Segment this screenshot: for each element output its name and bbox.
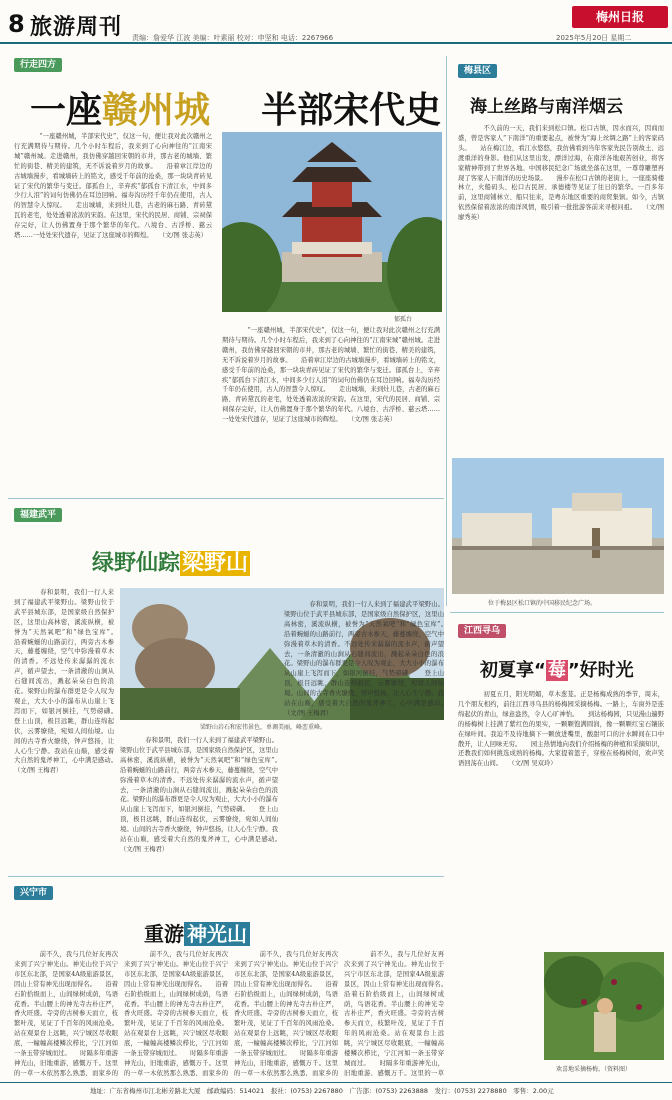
column-tag: 福建武平 — [14, 508, 62, 522]
headline-part: ”好时光 — [567, 660, 634, 681]
article-text: 前不久，我与几位好友再次来到了兴宁神光山。神光山位于兴宁市区东北部，是国家4A级旅游景区，因山上常有神光出现而得名。 沿着石阶拾级而上，山间绿树成荫，鸟语花香。半山腰上的神光寺古朴庄严，香火旺盛。寺旁的古树参天而立，枝繁叶茂，见证了千百年的风雨沧桑。站在观景台上远眺，兴宁城区尽收眼底，一幢幢高楼鳞次栉比，宁江河如一条玉带穿城而过。 时隔多年重游神光山，旧地重游，感慨万千。这里的一草一木依然那么熟悉，而家乡的 — [234, 951, 338, 1076]
headline-highlight: 莓 — [547, 660, 566, 681]
section-divider — [8, 498, 444, 499]
memorial-square-photo — [452, 458, 664, 594]
headline-part: 一座 — [30, 89, 103, 131]
section-title: 旅游周刊 — [30, 15, 123, 40]
article-text: 不久前的一天，我们来到松口镇。松口古镇，因水而兴，因商而盛，曾是客家人“下南洋”的重要起点，被誉为“海上丝绸之路”上的客家码头。 站在梅江边，看江水悠悠，我仿佛看到当年客家先民告别故土、远渡重洋的身影。他们从这里出发，漂洋过海，在南洋各地艰苦创业，将客家精神带到了世界各地。中国移民纪念广场就坐落在这里，一尊尊雕塑再现了客家人下南洋的历史场景。 漫步在松口古镇的老街上，一座座骑楼林立，火船码头、松口古民居、承德楼等见证了往日的繁华。一百多年前，这里商铺林立、船只往来，是粤东地区重要的商贸集镇。如今，古镇依然保留着浓浓的南洋风情，吸引着一批批游客前来寻根问祖。 （文/图 廖秀英） — [458, 125, 664, 222]
headline — [92, 546, 250, 577]
article-body — [458, 124, 664, 424]
article-body — [14, 950, 118, 1076]
article-body — [14, 588, 114, 872]
article-body — [458, 690, 664, 952]
issue-date: 2025年5月20日 星期二 — [556, 34, 632, 42]
story-photo — [452, 458, 664, 594]
section-divider — [8, 876, 444, 877]
masthead — [0, 0, 672, 44]
article-text: 前不久，我与几位好友再次来到了兴宁神光山。神光山位于兴宁市区东北部，是国家4A级旅游景区，因山上常有神光出现而得名。 沿着石阶拾级而上，山间绿树成荫，鸟语花香。半山腰上的神光寺古朴庄严，香火旺盛。寺旁的古树参天而立，枝繁叶茂，见证了千百年的风雨沧桑。站在观景台上远眺，兴宁城区尽收眼底，一幢幢高楼鳞次栉比，宁江河如一条玉带穿城而过。 时隔多年重游神光山，旧地重游，感慨万千。这里的一草一木依然那么熟悉，而家乡的 — [14, 951, 118, 1076]
headline: 海上丝路与南洋烟云 — [470, 97, 623, 117]
headline — [144, 918, 250, 947]
article-body-continued — [284, 600, 444, 872]
column-divider — [446, 56, 447, 606]
masthead-meta: 责编：詹爱华 江波 美编：叶素丽 校对：申坚和 电话：2267966 — [132, 34, 334, 42]
article-body-continued — [124, 950, 228, 1076]
article-text: “一座赣州城，半部宋代史”，仅这一句，便让我对此次赣州之行充满期待与期待。几个小时车程后，我来到了心向神往的“江南宋城”赣州城。走进赣州，我仿佛穿越回宋朝的市井，那古老的城墙、繁忙的街巷、精美的建筑，无不诉说着岁月的故事。 沿着章江岸边的古城墙漫步，看城墙砖上的铭文，感受千年前的沧桑，那一块块青砖见证了宋代的繁华与变迁。郁孤台上，辛弃疾“郁孤台下清江水，中间多少行人泪”的词句仿佛仍在耳边回响。福寿沟历经千年仍在使用，古人的智慧令人惊叹。 走出城墙，来到灶儿巷，古老的麻石路、青砖黛瓦的老宅，处处透着浓浓的宋韵。在这里，宋代的民居、商铺、宗祠保存完好，让人仿佛置身于那个繁华的年代。八境台、古浮桥、慈云塔……一处处宋代遗存，见证了这座城市的辉煌。 （文/图 张志英） — [222, 327, 440, 424]
headline — [480, 656, 634, 682]
column-tag: 梅县区 — [458, 64, 497, 78]
headline-part: 半部宋代史 — [261, 89, 442, 131]
page-number: 8 — [8, 10, 25, 38]
headline-part: 初夏享“ — [480, 660, 546, 681]
article-text: 前不久，我与几位好友再次来到了兴宁神光山。神光山位于兴宁市区东北部，是国家4A级旅游景区，因山上常有神光出现而得名。 沿着石阶拾级而上，山间绿树成荫，鸟语花香。半山腰上的神光寺古朴庄严，香火旺盛。寺旁的古树参天而立，枝繁叶茂，见证了千百年的风雨沧桑。站在观景台上远眺，兴宁城区尽收眼底，一幢幢高楼鳞次栉比，宁江河如一条玉带穿城而过。 时隔多年重游神光山，旧地重游，感慨万千。这里的一草 — [344, 951, 444, 1076]
section-divider — [450, 612, 664, 613]
headline-part: 绿野仙踪 — [92, 551, 181, 576]
headline-highlight: 梁野山 — [182, 551, 249, 576]
article-text: 春和景明，我们一行人来到了福建武平梁野山。梁野山位于武平县城东部，是国家级自然保护区，这里山高林密，溪流纵横，被誉为“天然氧吧”和“绿色宝库”。 沿着蜿蜒的山路前行，两旁古木参天，藤蔓缠绕，空气中弥漫着草木的清香。不远处传来潺潺的流水声，循声望去，一条清澈的山涧从石缝间流出，溅起朵朵白色的浪花。梁野山的瀑布群更是令人叹为观止，大大小小的瀑布从山崖上飞泻而下，如银河倒挂，气势磅礴。 登上山顶，极目远眺，群山连绵起伏，云雾缭绕，宛如人间仙境。山间的古寺香火缭绕，钟声悠扬，让人心生宁静。我站在山巅，感受着大自然的鬼斧神工，心中满是感动。 （文/图 王梅君） — [14, 589, 114, 775]
article-body-continued — [222, 326, 440, 492]
page-footer: 地址：广东省梅州市江北彬芳路北大厦 邮政编码：514021 报社：(0753) 2267880 广告部：(0753) 2263888 发行：(0753) 2278880 零售：2.00元 — [0, 1082, 672, 1100]
story-photo — [222, 132, 442, 312]
column-tag: 江西寻乌 — [458, 624, 506, 638]
article-text: 前不久，我与几位好友再次来到了兴宁神光山。神光山位于兴宁市区东北部，是国家4A级旅游景区，因山上常有神光出现而得名。 沿着石阶拾级而上，山间绿树成荫，鸟语花香。半山腰上的神光寺古朴庄严，香火旺盛。寺旁的古树参天而立，枝繁叶茂，见证了千百年的风雨沧桑。站在观景台上远眺，兴宁城区尽收眼底，一幢幢高楼鳞次栉比，宁江河如一条玉带穿城而过。 时隔多年重游神光山，旧地重游，感慨万千。这里的一草一木依然那么熟悉，而家乡的 — [124, 951, 228, 1076]
article-text: 春和景明，我们一行人来到了福建武平梁野山。梁野山位于武平县城东部，是国家级自然保护区，这里山高林密，溪流纵横，被誉为“天然氧吧”和“绿色宝库”。 沿着蜿蜒的山路前行，两旁古木参天，藤蔓缠绕，空气中弥漫着草木的清香。不远处传来潺潺的流水声，循声望去，一条清澈的山涧从石缝间流出，溅起朵朵白色的浪花。梁野山的瀑布群更是令人叹为观止，大大小小的瀑布从山崖上飞泻而下，如银河倒挂，气势磅礴。 登上山顶，极目远眺，群山连绵起伏，云雾缭绕，宛如人间仙境。山间的古寺香火缭绕，钟声悠扬，让人心生宁静。我站在山巅，感受着大自然的鬼斧神工，心中满是感动。 （文/图 王梅君） — [120, 737, 278, 853]
column-tag: 兴宁市 — [14, 886, 53, 900]
article-text: 春和景明，我们一行人来到了福建武平梁野山。梁野山位于武平县城东部，是国家级自然保护区，这里山高林密，溪流纵横，被誉为“天然氧吧”和“绿色宝库”。 沿着蜿蜒的山路前行，两旁古木参天，藤蔓缠绕，空气中弥漫着草木的清香。不远处传来潺潺的流水声，循声望去，一条清澈的山涧从石缝间流出，溅起朵朵白色的浪花。梁野山的瀑布群更是令人叹为观止，大大小小的瀑布从山崖上飞泻而下，如银河倒挂，气势磅礴。 登上山顶，极目远眺，群山连绵起伏，云雾缭绕，宛如人间仙境。山间的古寺香火缭绕，钟声悠扬，让人心生宁静。我站在山巅，感受着大自然的鬼斧神工，心中满是感动。 （文/图 王梅君） — [284, 601, 444, 717]
article-text: “一座赣州城，半部宋代史”，仅这一句，便让我对此次赣州之行充满期待与期待。几个小时车程后，我来到了心向神往的“江南宋城”赣州城。走进赣州，我仿佛穿越回宋朝的市井，那古老的城墙、繁忙的街巷、精美的建筑，无不诉说着岁月的故事。 沿着章江岸边的古城墙漫步，看城墙砖上的铭文，感受千年前的沧桑，那一块块青砖见证了宋代的繁华与变迁。郁孤台上，辛弃疾“郁孤台下清江水，中间多少行人泪”的词句仿佛仍在耳边回响。福寿沟历经千年仍在使用，古人的智慧令人惊叹。 走出城墙，来到灶儿巷，古老的麻石路、青砖黛瓦的老宅，处处透着浓浓的宋韵。在这里，宋代的民居、商铺、宗祠保存完好，让人仿佛置身于那个繁华的年代。八境台、古浮桥、慈云塔……一处处宋代遗存，见证了这座城市的辉煌。 （文/图 张志英） — [14, 133, 212, 240]
headline-highlight: 神光山 — [184, 922, 250, 946]
article-body-continued — [344, 950, 444, 1076]
article-body-continued — [234, 950, 338, 1076]
article-body-continued — [120, 736, 278, 872]
photo-caption: 郁孤台 — [394, 316, 413, 323]
photo-caption: 梁野山岩石和宏伟景色，单调美丽，峰峦重峰。 — [200, 724, 327, 731]
headline-part: 重游 — [144, 922, 184, 946]
headline — [30, 82, 441, 133]
newspaper-logo: 梅州日报 — [572, 6, 668, 28]
column-tag: 行走四方 — [14, 58, 62, 72]
headline-highlight: 赣州城 — [102, 89, 211, 131]
photo-caption: 欢喜地采摘杨梅。（资料图） — [556, 1066, 632, 1073]
photo-caption: 位于梅县区松口镇的中国移民纪念广场。 — [488, 600, 597, 607]
story-photo — [544, 952, 664, 1060]
tower-pavilion-photo — [222, 132, 442, 312]
article-text: 初夏五月，阳光明媚，草木葱茏。正是杨梅成熟的季节，周末，几个朋友相约，前往江西寻乌县的杨梅园采摘杨梅。一路上，车窗外是连绵起伏的青山，绿意盎然，令人心旷神怡。 到达杨梅园，只见漫山遍野的杨梅树上挂满了紫红色的果实，一颗颗饱满圆润，像一颗颗红宝石镶嵌在绿叶间。我迫不及待地摘下一颗放进嘴里，酸甜可口的汁水瞬间在口中散开，让人回味无穷。 园主热情地向我们介绍杨梅的种植和采摘知识，还教我们如何挑选成熟的杨梅。大家提着篮子，穿梭在杨梅树间，欢声笑语回荡在山间。 （文/图 吴双玲） — [458, 691, 664, 768]
bayberry-picking-photo — [544, 952, 664, 1060]
article-body — [14, 132, 212, 492]
